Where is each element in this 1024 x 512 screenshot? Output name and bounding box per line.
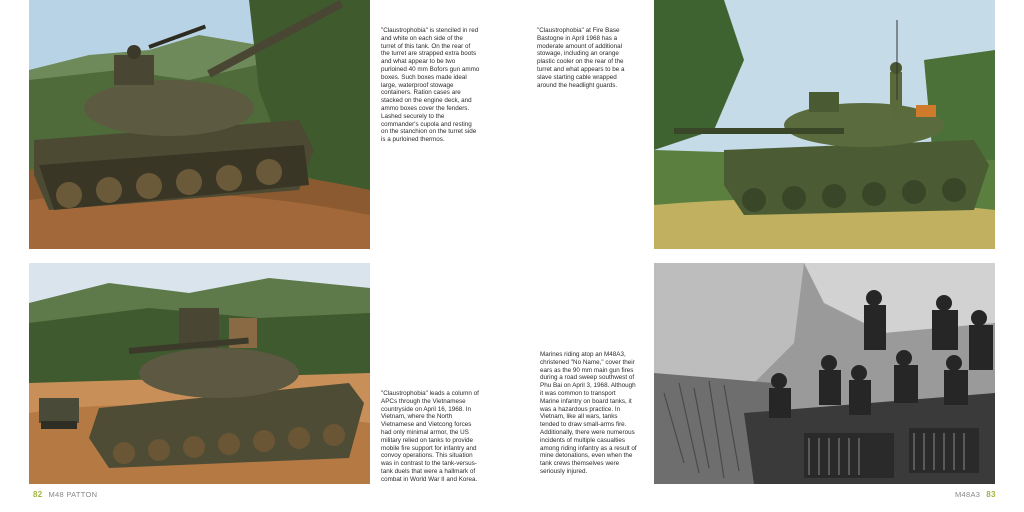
caption-top-left: "Claustrophobia" is stenciled in red and white on each side of the turret of this tank. On the rear of the turret are strapped extra boots and what appear to be two purloined 40 mm Bofors gun ammo boxes. Such boxes made ideal large, waterproof stowage containers. Ration cases are stacked on the engine deck, and ammo boxes cover the fenders. Lashed securely to the commander's cupola and resting on the stanchion on the turret side is a purloined thermos. [381, 27, 480, 144]
photo-tank-fire-base [654, 0, 995, 249]
caption-bottom-left: "Claustrophobia" leads a column of APCs through the Vietnamese countryside on April 16, 1968. In Vietnam, where the North Vietnamese and Vietcong forces had only minimal armor, the US military relied on tanks to provide mobile fire support for infantry and convoy operations. This situation was in contrast to the tank-versus- tank duels that were a hallmark of combat in World War II and Korea. [381, 390, 479, 483]
page-number-left: 82 [33, 490, 43, 499]
running-title-right: M48A3 [955, 490, 981, 499]
photo-tank-dirt-road [29, 0, 370, 249]
footer-right [955, 490, 996, 499]
page-number-right: 83 [986, 490, 996, 499]
running-title-left: M48 PATTON [48, 490, 98, 499]
photo-marines-on-tank [654, 263, 995, 484]
footer-left [33, 490, 97, 499]
photo-tank-leading-column [29, 263, 370, 484]
caption-top-right: "Claustrophobia" at Fire Base Bastogne in April 1968 has a moderate amount of additional stowage, including an orange plastic cooler on the rear of the turret and what appears to be a slave starting cable wrapped around the headlight guards. [537, 27, 625, 89]
caption-bottom-right: Marines riding atop an M48A3, christened "No Name," cover their ears as the 90 mm main gun fires during a road sweep southwest of Phu Bai on April 3, 1968. Although it was common to transport Marine infantry on board tanks, it was a hazardous practice. In Vietnam, like all wars, tanks tended to draw small-arms fire. Additionally, there were numerous incidents of multiple casualties among riding infantry as a result of mine detonations, even when the tank crews themselves were seriously injured. [540, 351, 637, 475]
